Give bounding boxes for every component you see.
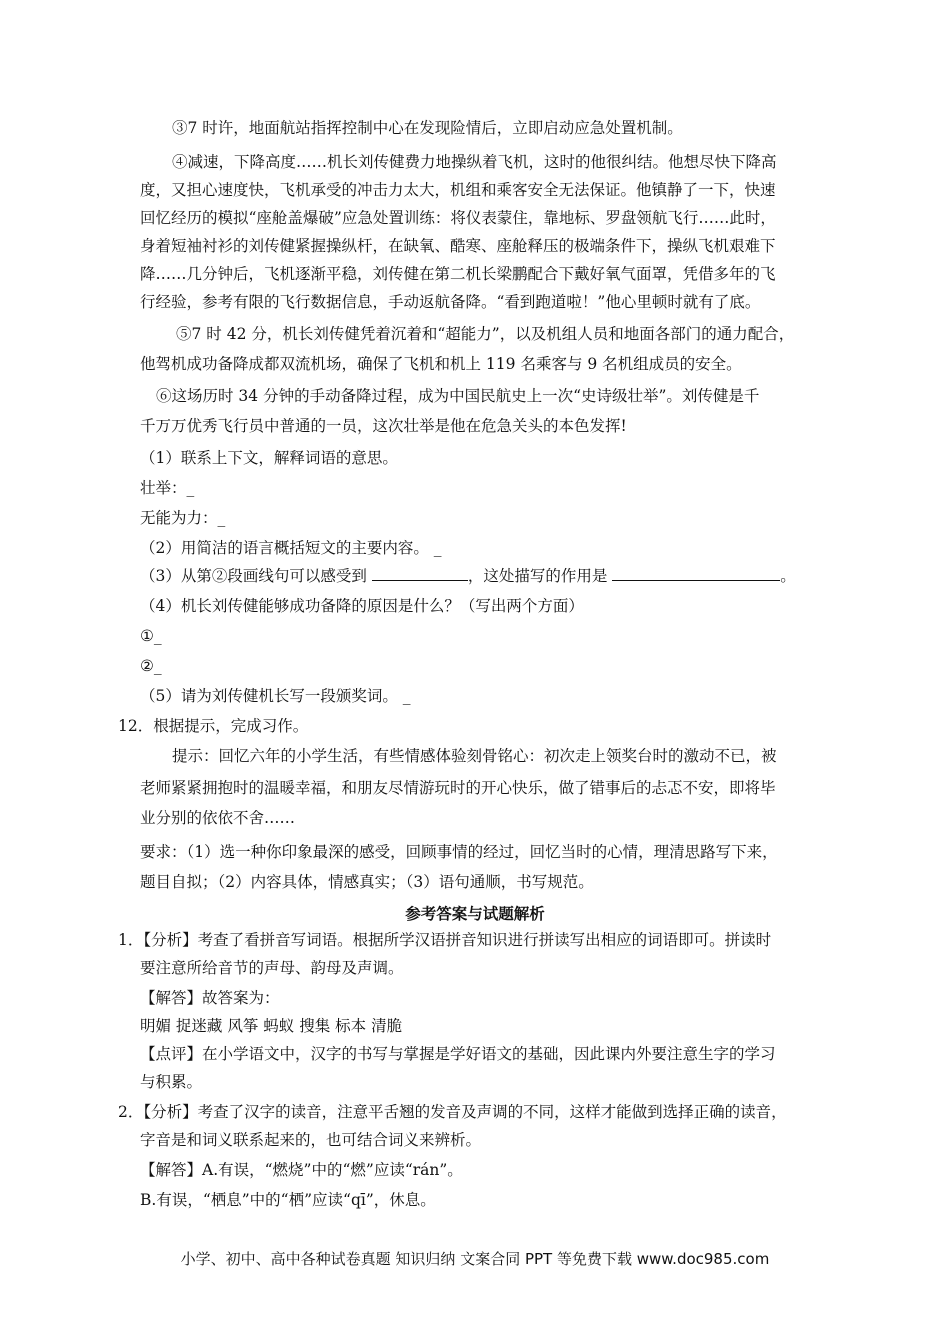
essay-tip-line: 提示：回忆六年的小学生活，有些情感体验刻骨铭心：初次走上领奖台时的激动不已，被 (172, 747, 777, 765)
paragraph-6-line: ⑥这场历时 34 分钟的手动备降过程，成为中国民航史上一次“史诗级壮举”。刘传健是千 (156, 387, 760, 405)
paragraph-5-line: ⑤7 时 42 分，机长刘传健凭着沉着和“超能力”，以及机组人员和地面各部门的通力配合， (176, 325, 795, 343)
question-3-text-b: ，这处描写的作用是 (467, 567, 608, 585)
question-4-answer-a: ①_ (140, 627, 162, 645)
question-2: （2）用简洁的语言概括短文的主要内容。 _ (140, 539, 442, 557)
answers-title: 参考答案与试题解析 (405, 904, 545, 923)
answer-1-line: 【解答】故答案为： (140, 989, 280, 1007)
footer-text: 小学、初中、高中各种试卷真题 知识归纳 文案合同 PPT 等免费下载 www.doc985.com (180, 1250, 770, 1268)
answer-blank (372, 566, 468, 581)
answer-2-line: 字音是和词义联系起来的，也可结合词义来辨析。 (140, 1131, 482, 1149)
question-3 (140, 566, 796, 586)
answer-1-line: 【点评】在小学语文中，汉字的书写与掌握是学好语文的基础，因此课内外要注意生字的学习 (140, 1045, 776, 1063)
paragraph-4-line: ④减速，下降高度……机长刘传健费力地操纵着飞机，这时的他很纠结。他想尽快下降高 (172, 153, 777, 171)
answer-2-line: 2．【分析】考查了汉字的读音，注意平舌翘的发音及声调的不同，这样才能做到选择正确的读音， (118, 1103, 787, 1121)
paragraph-4-line: 行经验，参考有限的飞行数据信息，手动返航备降。“看到跑道啦！”他心里顿时就有了底。 (140, 293, 761, 311)
answer-blank (612, 566, 780, 581)
essay-heading: 12．根据提示，完成习作。 (118, 717, 309, 735)
paragraph-4-line: 回忆经历的模拟“座舱盖爆破”应急处置训练：将仪表蒙住，靠地标、罗盘领航飞行……此时， (140, 209, 776, 227)
answer-1-line: 要注意所给音节的声母、韵母及声调。 (140, 959, 404, 977)
answer-2-line: B.有误，“栖息”中的“栖”应读“qī”，休息。 (140, 1191, 436, 1209)
answer-1-words: 明媚 捉迷藏 风筝 蚂蚁 搜集 标本 清脆 (140, 1017, 403, 1035)
essay-requirement-line: 题目自拟；（2）内容具体，情感真实；（3）语句通顺，书写规范。 (140, 873, 594, 891)
question-5: （5）请为刘传健机长写一段颁奖词。 _ (140, 687, 411, 705)
question-3-text-c: 。 (780, 567, 796, 585)
paragraph-4-line: 度，又担心速度快，飞机承受的冲击力太大，机组和乘客安全无法保证。他镇静了一下，快速 (140, 181, 776, 199)
paragraph-4-line: 身着短袖衬衫的刘传健紧握操纵杆，在缺氧、酷寒、座舱释压的极端条件下，操纵飞机艰难下 (140, 237, 776, 255)
answer-1-line: 与积累。 (140, 1073, 203, 1091)
answer-2-line: 【解答】A.有误，“燃烧”中的“燃”应读“rán”。 (140, 1161, 463, 1179)
paragraph-6-line: 千万万优秀飞行员中普通的一员，这次壮举是他在危急关头的本色发挥! (140, 417, 627, 435)
question-1-answer-a: 壮举：_ (140, 479, 195, 497)
paragraph-5-line: 他驾机成功备降成都双流机场，确保了飞机和机上 119 名乘客与 9 名机组成员的安全。 (140, 355, 742, 373)
answer-1-line: 1．【分析】考查了看拼音写词语。根据所学汉语拼音知识进行拼读写出相应的词语即可。拼读时 (118, 931, 772, 949)
question-4: （4）机长刘传健能够成功备降的原因是什么？（写出两个方面） (140, 597, 584, 615)
essay-tip-line: 老师紧紧拥抱时的温暖幸福，和朋友尽情游玩时的开心快乐，做了错事后的忐忑不安，即将毕 (140, 779, 776, 797)
question-1-answer-b: 无能为力：_ (140, 509, 226, 527)
essay-requirement-line: 要求：（1）选一种你印象最深的感受，回顾事情的经过，回忆当时的心情，理清思路写下来， (140, 843, 778, 861)
question-4-answer-b: ②_ (140, 657, 162, 675)
question-3-text-a: （3）从第②段画线句可以感受到 (140, 567, 367, 585)
paragraph-4-line: 降……几分钟后，飞机逐渐平稳，刘传健在第二机长梁鹏配合下戴好氧气面罩，凭借多年的飞 (140, 265, 776, 283)
essay-tip-line: 业分别的依依不舍…… (140, 809, 296, 827)
paragraph-3: ③7 时许，地面航站指挥控制中心在发现险情后，立即启动应急处置机制。 (172, 119, 683, 137)
question-1: （1）联系上下文，解释词语的意思。 (140, 449, 398, 467)
